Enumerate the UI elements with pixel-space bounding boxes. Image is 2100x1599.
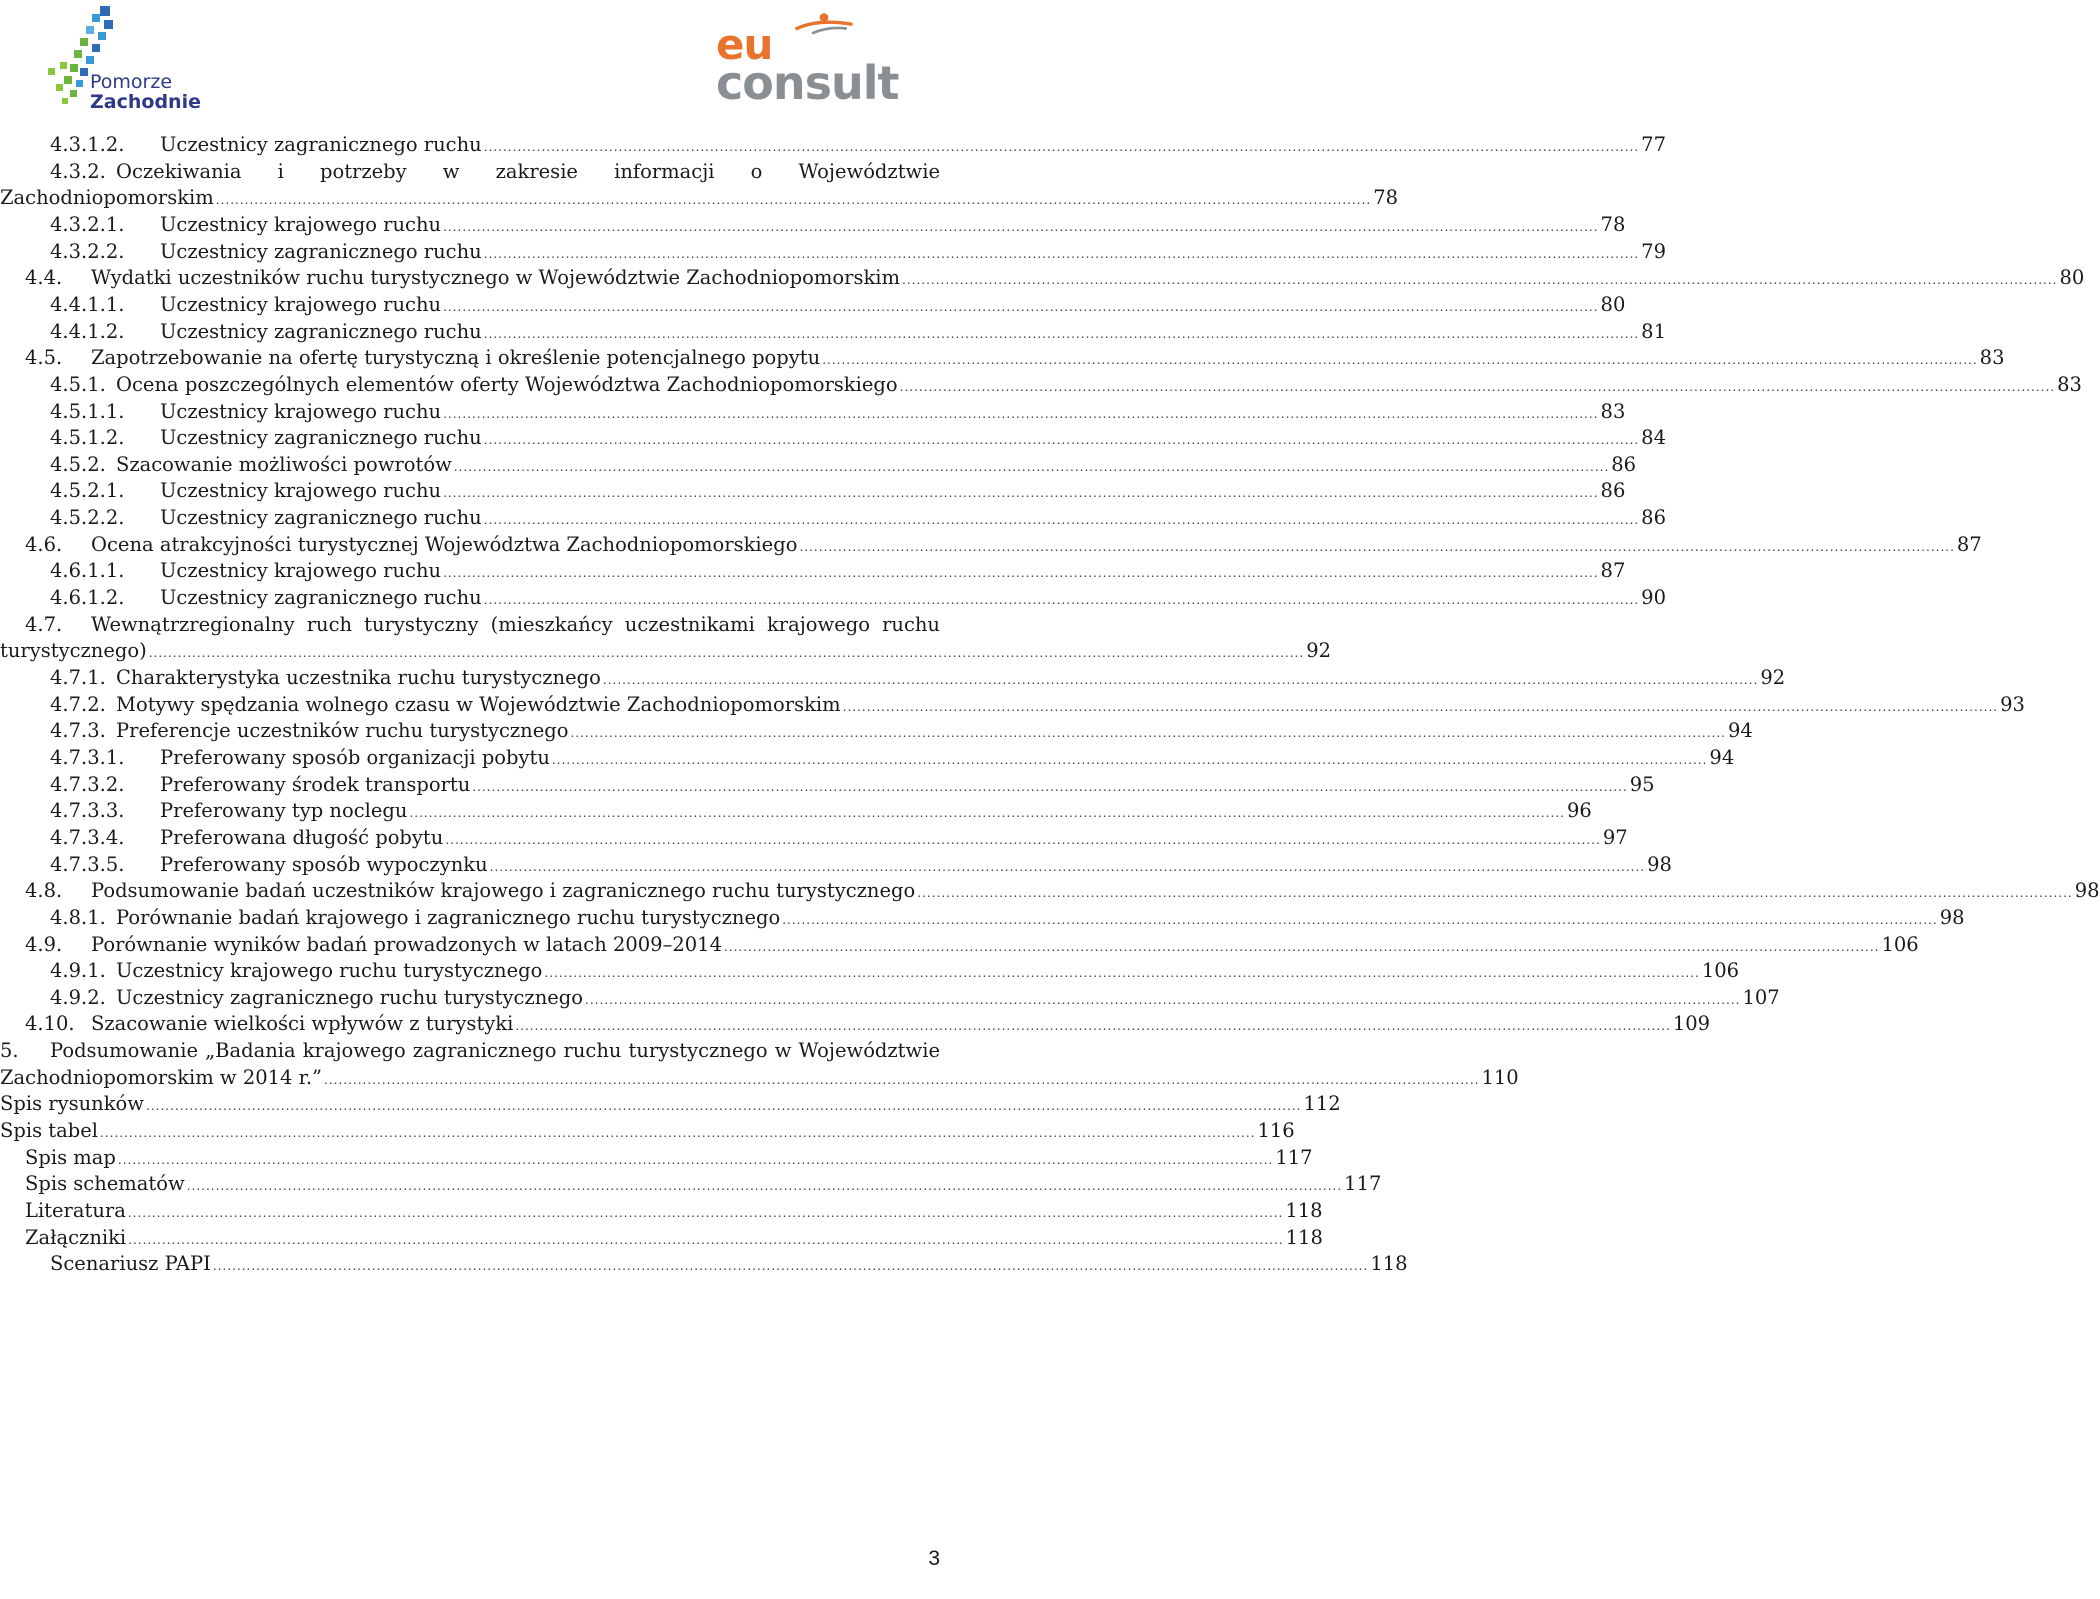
toc-entry-title: Uczestnicy zagranicznego ruchu <box>160 133 482 156</box>
toc-entry-title: Zapotrzebowanie na ofertę turystyczną i określenie potencjalnego popytu <box>91 346 821 370</box>
toc-entry-title: Podsumowanie badań uczestników krajowego i zagranicznego ruchu turystycznego <box>91 879 916 903</box>
toc-entry[interactable] <box>25 877 2100 904</box>
toc-entry[interactable] <box>50 744 1735 771</box>
toc-entry-page: 118 <box>1285 1225 1323 1249</box>
toc-entry-title: Scenariusz PAPI <box>50 1252 211 1276</box>
toc-entry-number: 4.7.3.2. <box>50 772 125 796</box>
toc-entry-title: Uczestnicy krajowego ruchu <box>160 559 442 583</box>
toc-entry[interactable] <box>50 238 1666 265</box>
toc-entry[interactable] <box>50 451 1637 478</box>
toc-entry-title: Motywy spędzania wolnego czasu w Województwie Zachodniopomorskim <box>116 692 841 716</box>
toc-entry[interactable] <box>0 1064 1519 1091</box>
toc-entry-number: 4.5.2. <box>50 452 106 476</box>
toc-entry[interactable] <box>50 691 2025 718</box>
toc-entry-number: 4.7.3.5. <box>50 852 125 876</box>
toc-entry-title: Porównanie wyników badań prowadzonych w latach 2009–2014 <box>91 932 722 956</box>
toc-entry-title: Spis tabel <box>0 1119 99 1143</box>
toc-entry-page: 109 <box>1672 1012 1711 1036</box>
toc-entry[interactable] <box>25 531 1982 558</box>
toc-entry[interactable] <box>50 797 1592 824</box>
toc-entry-number: 4.7. <box>25 612 63 636</box>
toc-entry-title: Załączniki <box>25 1225 127 1249</box>
toc-entry[interactable] <box>50 371 2082 398</box>
toc-entry-number: 4.5.1.2. <box>50 426 125 450</box>
toc-entry-number: 5. <box>0 1039 19 1063</box>
toc-entry-page: 80 <box>1600 292 1626 316</box>
toc-entry[interactable] <box>25 1144 1313 1171</box>
toc-entry[interactable] <box>50 851 1672 878</box>
toc-entry-number: 4.6.1.2. <box>50 586 125 610</box>
toc-entry-number: 4.3.2.1. <box>50 212 125 236</box>
toc-entry-page: 98 <box>1939 905 1965 929</box>
toc-entry[interactable] <box>25 931 1919 958</box>
logo-eu: eu <box>716 20 773 69</box>
toc-entry-title: Spis schematów <box>25 1172 185 1196</box>
toc-entry-title: Preferowana długość pobytu <box>160 825 444 849</box>
toc-entry-page: 77 <box>1641 133 1666 156</box>
toc-leader-dots <box>822 347 1977 374</box>
toc-entry-title: Uczestnicy zagranicznego ruchu <box>160 586 482 610</box>
toc-entry-page: 95 <box>1629 772 1655 796</box>
toc-entry[interactable] <box>50 1250 1408 1277</box>
toc-entry[interactable] <box>0 1090 1341 1117</box>
toc-entry[interactable] <box>50 824 1628 851</box>
toc-entry-page: 78 <box>1600 212 1626 236</box>
toc-entry-number: 4.9.2. <box>50 985 106 1009</box>
toc-entry-title: Preferowany środek transportu <box>160 772 471 796</box>
toc-entry-title: Charakterystyka uczestnika ruchu turystycznego <box>116 666 601 689</box>
toc-entry-page: 83 <box>1600 399 1626 423</box>
toc-entry-page: 97 <box>1602 825 1628 849</box>
toc-entry[interactable] <box>25 1224 1323 1251</box>
toc-entry-page: 118 <box>1285 1199 1323 1222</box>
toc-entry[interactable] <box>0 637 1332 664</box>
toc-entry-page: 116 <box>1257 1119 1295 1143</box>
toc-entry-page: 78 <box>1373 186 1399 210</box>
toc-entry[interactable] <box>25 264 2085 291</box>
toc-entry-title-continued: turystycznego) <box>0 639 147 663</box>
toc-entry-page: 92 <box>1760 666 1786 689</box>
logo-line-1: Pomorze <box>90 71 173 93</box>
toc-entry-page: 86 <box>1600 479 1626 503</box>
toc-entry-title: Preferowany typ noclegu <box>160 799 408 823</box>
toc-entry-title: Uczestnicy krajowego ruchu <box>160 292 442 316</box>
toc-entry[interactable] <box>50 771 1655 798</box>
toc-entry-title: Spis rysunków <box>0 1092 144 1116</box>
toc-entry-page: 87 <box>1600 559 1626 583</box>
toc-entry[interactable] <box>0 184 1399 211</box>
toc-entry-page: 94 <box>1709 745 1735 769</box>
toc-entry-title: Porównanie badań krajowego i zagranicznego ruchu turystycznego <box>116 905 781 929</box>
toc-entry-title: Wydatki uczestników ruchu turystycznego w Województwie Zachodniopomorskim <box>91 266 900 290</box>
toc-entry-number: 4.5.2.1. <box>50 479 125 503</box>
toc-leader-dots <box>213 1253 1368 1280</box>
toc-entry-title: Uczestnicy zagranicznego ruchu turystycznego <box>116 985 584 1009</box>
toc-entry-number: 4.9.1. <box>50 959 106 983</box>
toc-entry-page: 83 <box>2057 372 2082 396</box>
toc-entry[interactable] <box>50 904 1965 931</box>
page-number: 3 <box>928 1547 940 1570</box>
toc-entry-title: Preferowany sposób wypoczynku <box>160 852 488 876</box>
toc-entry-title: Preferowany sposób organizacji pobytu <box>160 745 550 769</box>
toc-entry[interactable] <box>50 318 1666 345</box>
toc-entry-title: Wewnątrzregionalny ruch turystyczny (mieszkańcy uczestnikami krajowego ruchu <box>91 612 940 636</box>
toc-entry-number: 4.4.1.2. <box>50 319 125 343</box>
toc-entry-title: Oczekiwania i potrzeby w zakresie informacji o Województwie <box>116 159 940 183</box>
toc-entry[interactable] <box>50 664 1786 691</box>
toc-entry-number: 4.3.2. <box>50 159 106 183</box>
toc-leader-dots <box>799 534 1954 561</box>
toc-entry-title: Literatura <box>25 1199 126 1222</box>
toc-entry-title: Uczestnicy krajowego ruchu turystycznego <box>116 959 543 983</box>
toc-entry-number: 4.7.3. <box>50 719 106 743</box>
toc-entry[interactable] <box>50 477 1626 504</box>
toc-entry[interactable] <box>50 398 1626 425</box>
toc-entry-page: 107 <box>1742 985 1780 1009</box>
toc-entry-title: Uczestnicy zagranicznego ruchu <box>160 506 482 530</box>
toc-entry-page: 81 <box>1641 319 1666 343</box>
toc-entry-title: Ocena poszczególnych elementów oferty Województwa Zachodniopomorskiego <box>116 372 898 396</box>
toc-entry-page: 106 <box>1701 959 1740 983</box>
toc-entry-number: 4.7.3.1. <box>50 745 125 769</box>
toc-entry-number: 4.3.1.2. <box>50 133 125 156</box>
toc-entry-title: Podsumowanie „Badania krajowego zagranicznego ruchu turystycznego w Województwie <box>50 1039 940 1063</box>
toc-entry-title: Uczestnicy zagranicznego ruchu <box>160 239 482 263</box>
toc-entry-page: 118 <box>1370 1252 1408 1276</box>
toc-entry-page: 86 <box>1611 452 1637 476</box>
toc-entry[interactable] <box>25 1170 1382 1197</box>
toc-entry-page: 98 <box>2074 879 2100 903</box>
toc-entry-page: 90 <box>1641 586 1666 610</box>
toc-entry[interactable] <box>50 957 1740 984</box>
eu-consult-logo-text <box>716 20 899 110</box>
toc-entry-number: 4.6.1.1. <box>50 559 125 583</box>
toc-entry-number: 4.9. <box>25 932 63 956</box>
toc-entry[interactable] <box>50 291 1626 318</box>
toc-entry-title-continued: Zachodniopomorskim w 2014 r.” <box>0 1065 322 1089</box>
toc-entry-number: 4.10. <box>25 1012 75 1036</box>
toc-entry-page: 93 <box>2000 692 2025 716</box>
toc-entry[interactable] <box>50 131 1666 158</box>
toc-entry-number: 4.6. <box>25 532 63 556</box>
toc-entry-page: 79 <box>1641 239 1666 263</box>
toc-leader-dots <box>900 374 2055 401</box>
logo-line-2: Zachodnie <box>90 91 201 113</box>
toc-entry-page: 86 <box>1641 506 1666 530</box>
toc-entry-title-continued: Zachodniopomorskim <box>0 186 214 210</box>
toc-entry-page: 106 <box>1881 932 1919 956</box>
toc-entry[interactable] <box>25 1197 1323 1224</box>
toc-entry-page: 117 <box>1275 1145 1313 1169</box>
toc-entry[interactable] <box>50 211 1626 238</box>
toc-entry-number: 4.8. <box>25 879 63 903</box>
toc-entry-title: Spis map <box>25 1145 116 1169</box>
toc-entry-page: 92 <box>1306 639 1332 663</box>
toc-entry-number: 4.7.1. <box>50 666 106 689</box>
toc-leader-dots <box>902 267 2057 294</box>
toc-entry-number: 4.5. <box>25 346 63 370</box>
toc-entry[interactable] <box>50 717 1753 744</box>
toc-entry[interactable] <box>0 1117 1295 1144</box>
toc-entry-page: 94 <box>1727 719 1753 743</box>
toc-entry[interactable] <box>50 584 1666 611</box>
page-header <box>0 0 960 118</box>
toc-entry[interactable] <box>50 504 1666 531</box>
toc-entry-title: Uczestnicy krajowego ruchu <box>160 399 442 423</box>
toc-entry-number: 4.3.2.2. <box>50 239 125 263</box>
toc-entry-page: 96 <box>1566 799 1592 823</box>
toc-entry-page: 98 <box>1647 852 1672 876</box>
toc-entry-page: 83 <box>1979 346 2005 370</box>
toc-entry-title: Preferencje uczestników ruchu turystycznego <box>116 719 569 743</box>
toc-entry[interactable] <box>0 1037 940 1064</box>
toc-entry-number: 4.4.1.1. <box>50 292 125 316</box>
toc-entry[interactable] <box>50 557 1626 584</box>
toc-entry-title: Szacowanie wielkości wpływów z turystyki <box>91 1012 514 1036</box>
toc-entry-title: Ocena atrakcyjności turystycznej Województwa Zachodniopomorskiego <box>91 532 798 556</box>
toc-entry-title: Uczestnicy zagranicznego ruchu <box>160 319 482 343</box>
toc-entry-number: 4.5.1.1. <box>50 399 125 423</box>
toc-entry-title: Szacowanie możliwości powrotów <box>116 452 452 476</box>
toc-entry-number: 4.7.2. <box>50 692 106 716</box>
toc-entry-number: 4.7.3.3. <box>50 799 125 823</box>
toc-entry[interactable] <box>50 424 1666 451</box>
toc-entry-number: 4.8.1. <box>50 905 106 929</box>
toc-entry-number: 4.7.3.4. <box>50 825 125 849</box>
toc-entry-page: 117 <box>1344 1172 1382 1196</box>
toc-leader-dots <box>843 694 1998 721</box>
pomorze-zachodnie-logo-text <box>90 72 201 112</box>
toc-entry-title: Uczestnicy krajowego ruchu <box>160 212 442 236</box>
toc-entry-number: 4.5.1. <box>50 372 106 396</box>
logo-consult: consult <box>716 56 899 110</box>
toc-entry-page: 112 <box>1303 1092 1341 1116</box>
toc-leader-dots <box>917 880 2072 907</box>
toc-entry[interactable] <box>25 344 2005 371</box>
toc-entry-title: Uczestnicy zagranicznego ruchu <box>160 426 482 450</box>
toc-entry-page: 80 <box>2059 266 2085 290</box>
toc-entry-page: 87 <box>1956 532 1982 556</box>
toc-entry[interactable] <box>50 158 940 185</box>
toc-entry[interactable] <box>25 611 940 638</box>
toc-entry-page: 110 <box>1481 1065 1519 1089</box>
toc-entry[interactable] <box>25 1010 1711 1037</box>
toc-entry-number: 4.5.2.2. <box>50 506 125 530</box>
toc-entry[interactable] <box>50 984 1780 1011</box>
toc-entry-title: Uczestnicy krajowego ruchu <box>160 479 442 503</box>
toc-entry-number: 4.4. <box>25 266 63 290</box>
toc-entry-page: 84 <box>1641 426 1666 450</box>
toc-leader-dots <box>782 907 1937 934</box>
